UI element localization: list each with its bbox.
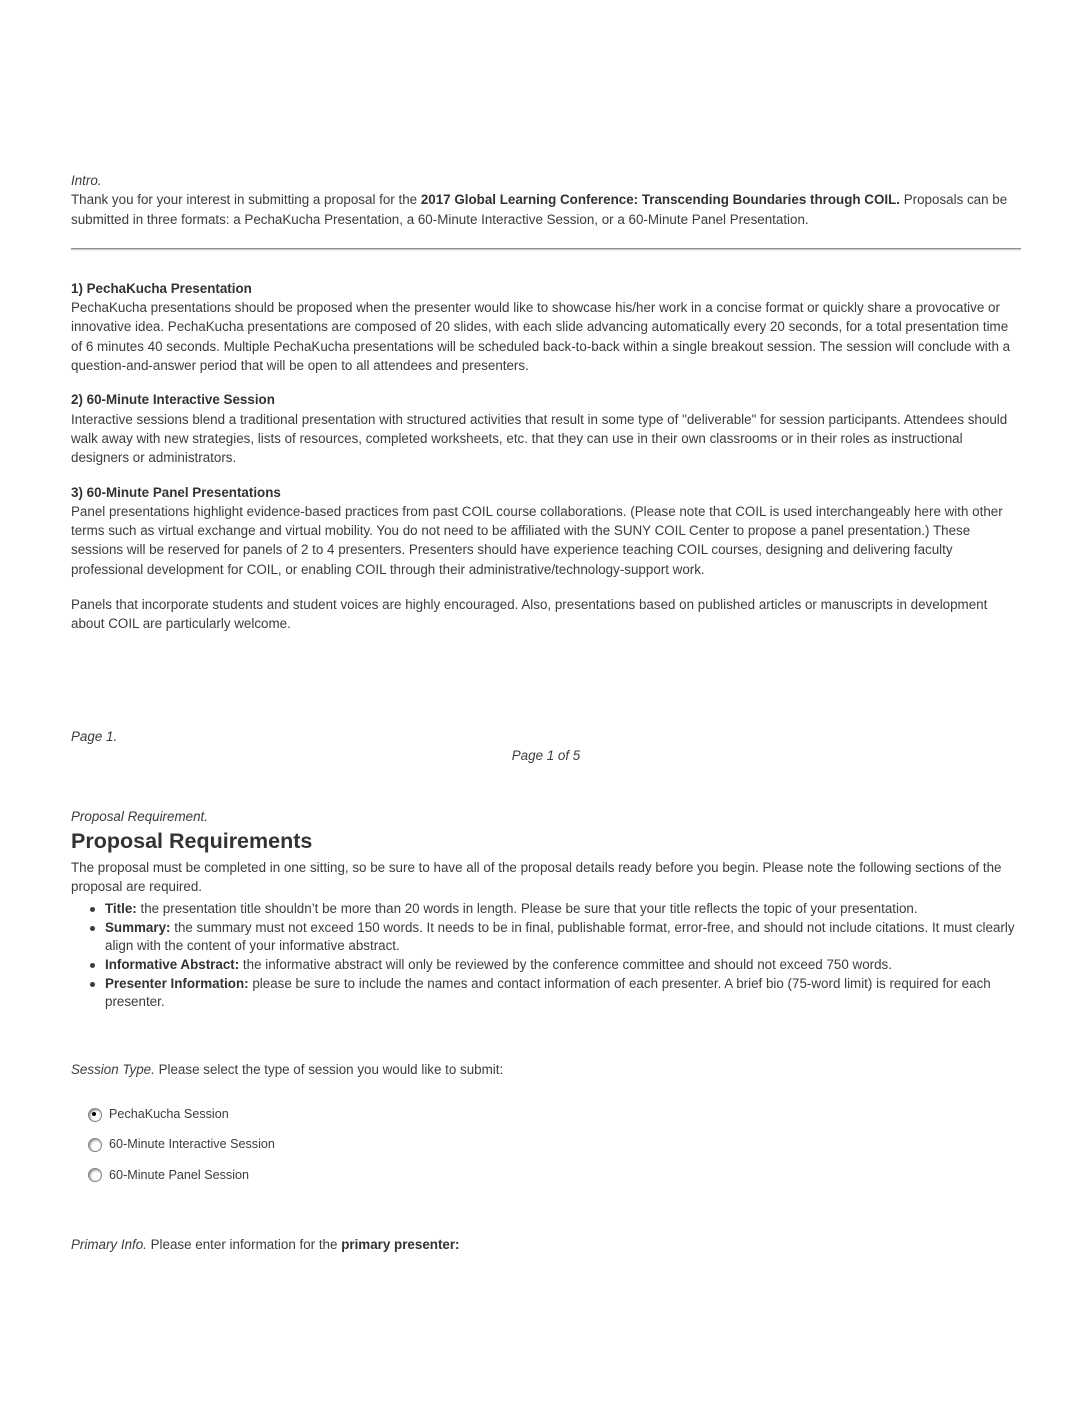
requirements-heading: Proposal Requirements (71, 828, 313, 853)
radio-button-icon[interactable] (88, 1168, 102, 1182)
radio-option-label: 60-Minute Panel Session (109, 1167, 250, 1182)
section-heading-pechakucha: 1) PechaKucha Presentation (71, 280, 252, 296)
bullet-icon (90, 926, 95, 931)
session-type-question: Please select the type of session you would like to submit: (154, 1061, 504, 1077)
section-body-pechakucha: PechaKucha presentations should be proposed when the presenter would like to showcase his/her work in a concise format or quickly share a provocative or innovative idea. PechaKucha presentations are composed of 20 slides, with each slide advancing automatically every 20 seconds, for a total presentation time of 6 minutes 40 seconds. Multiple PechaKucha presentations will be scheduled back-to-back within a single breakout session. The session will conclude with a question-and-answer period that will be open to all attendees and presenters. (71, 300, 1011, 374)
radio-option-pechakucha[interactable] (88, 1105, 229, 1124)
radio-option-panel[interactable] (88, 1166, 249, 1185)
list-item-presenter-information (71, 975, 1021, 1012)
bullet-icon (90, 963, 95, 968)
page-indicator: Page 1 of 5 (511, 747, 581, 763)
session-type-label: Session Type. (71, 1061, 155, 1077)
section-panel (71, 483, 1021, 579)
section-heading-panel: 3) 60-Minute Panel Presentations (71, 484, 281, 500)
bullet-label-informative-abstract: Informative Abstract: (105, 956, 240, 972)
intro-label-line (71, 171, 1021, 190)
radio-button-icon[interactable] (88, 1108, 102, 1122)
section-heading-interactive: 2) 60-Minute Interactive Session (71, 392, 275, 408)
intro-label: Intro. (71, 173, 102, 188)
session-type-radio-group (88, 1105, 1021, 1185)
panels-note: Panels that incorporate students and student voices are highly encouraged. Also, presentations based on published articles or manuscripts in development about COIL are particularly welcome. (71, 597, 988, 632)
bullet-text-title: the presentation title shouldn’t be more than 20 words in length. Please be sure that your title reflects the topic of your presentation. (136, 901, 918, 917)
section-interactive (71, 390, 1021, 467)
session-type-prompt (71, 1060, 1021, 1079)
primary-info-label: Primary Info. (71, 1236, 147, 1252)
bullet-text-presenter-information: please be sure to include the names and contact information of each presenter. A brief bio (75-word limit) is required for each presenter. (105, 975, 991, 1010)
bullet-text-summary: the summary must not exceed 150 words. It needs to be in final, publishable format, error-free, and should not include citations. It must clearly align with the content of your informative abstract. (105, 919, 1015, 954)
bullet-label-title: Title: (105, 901, 137, 917)
conference-title: 2017 Global Learning Conference: Transcending Boundaries through COIL. (420, 192, 900, 208)
radio-button-icon[interactable] (88, 1138, 102, 1152)
radio-option-label: 60-Minute Interactive Session (109, 1137, 275, 1152)
section-pechakucha (71, 279, 1021, 375)
requirements-intro: The proposal must be completed in one sitting, so be sure to have all of the proposal details ready before you begin. Please note the following sections of the proposal are required. (71, 859, 1002, 894)
list-item-summary (71, 919, 1021, 956)
bullet-text-informative-abstract: the informative abstract will only be reviewed by the conference committee and should not exceed 750 words. (239, 956, 892, 972)
bullet-label-summary: Summary: (105, 919, 171, 935)
list-item-title (71, 900, 1021, 919)
primary-info-text: Please enter information for the (146, 1236, 342, 1252)
intro-text-after: Proposals can be submitted in three formats: a PechaKucha Presentation, a 60-Minute Interactive Session, or a 60-Minute Panel Presentation. (71, 192, 1008, 227)
requirements-list (71, 900, 1021, 1012)
bullet-icon (90, 907, 95, 912)
bullet-label-presenter-information: Presenter Information: (105, 975, 249, 991)
primary-presenter-bold: primary presenter: (341, 1236, 460, 1252)
radio-option-interactive[interactable] (88, 1135, 275, 1154)
requirements-label: Proposal Requirement. (71, 809, 208, 825)
bullet-icon (90, 982, 95, 987)
intro-paragraph (71, 190, 1021, 229)
intro-text-before: Thank you for your interest in submitting a proposal for the (71, 192, 421, 208)
section-body-panel: Panel presentations highlight evidence-based practices from past COIL course collaborations. (Please note that COIL is used interchangeably here with other terms such as virtual exchange and virtual mobility. You do not need to be affiliated with the SUNY COIL Center to propose a panel presentation.) These sessions will be reserved for panels of 2 to 4 presenters. Presenters should have experience teaching COIL courses, designing and delivering faculty professional development for COIL, or enabling COIL through their administrative/technology-support work. (71, 503, 1003, 577)
section-divider (71, 248, 1021, 251)
page-label: Page 1. (71, 728, 118, 744)
list-item-informative-abstract (71, 956, 1021, 975)
section-body-interactive: Interactive sessions blend a traditional presentation with structured activities that result in some type of "deliverable" for session participants. Attendees should walk away with new strategies, lists of resources, completed worksheets, etc. that they can use in their own classrooms or in their roles as instructional designers or administrators. (71, 411, 1008, 466)
primary-info-prompt (71, 1235, 1021, 1254)
radio-option-label: PechaKucha Session (109, 1106, 229, 1121)
